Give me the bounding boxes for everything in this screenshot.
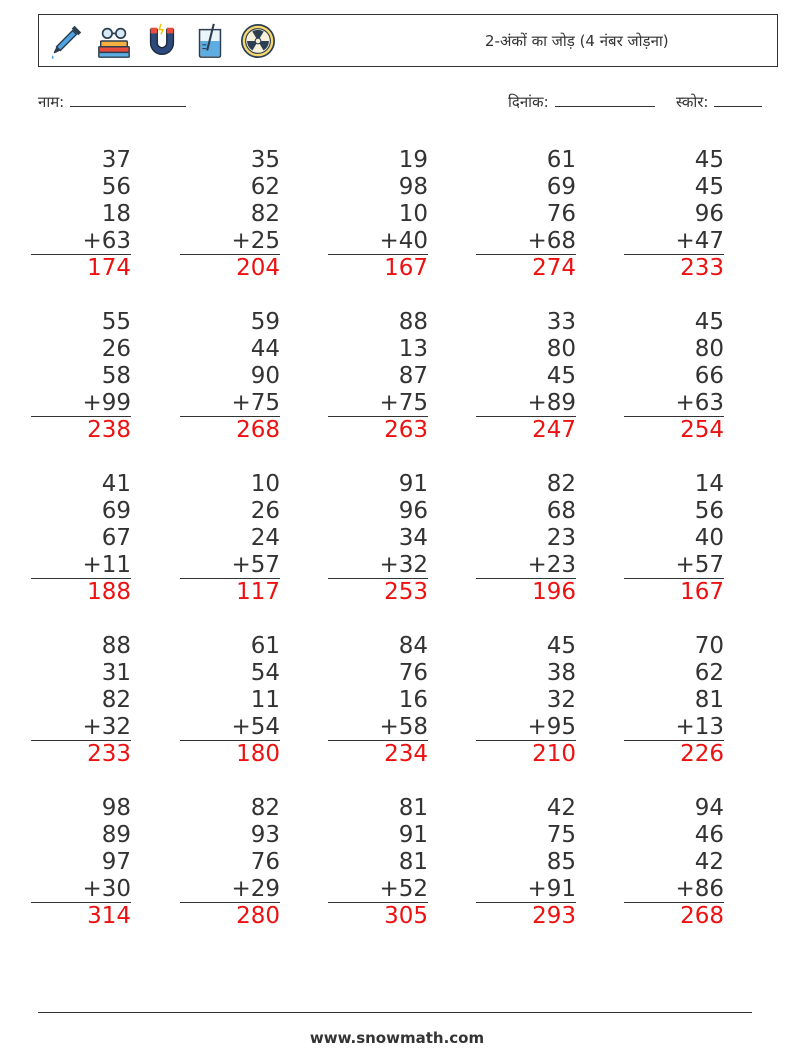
addend: 96 xyxy=(694,201,724,227)
answer: 234 xyxy=(384,741,428,767)
addend: 41 xyxy=(101,471,131,497)
footer-divider xyxy=(38,1012,752,1013)
header-icons xyxy=(47,21,277,61)
addend: 84 xyxy=(398,633,428,659)
date-blank[interactable] xyxy=(555,92,655,107)
answer: 167 xyxy=(384,255,428,281)
addition-problem xyxy=(476,633,576,768)
addition-problem xyxy=(476,147,576,282)
answer: 280 xyxy=(236,903,280,929)
addend: 69 xyxy=(546,174,576,200)
addend: 31 xyxy=(101,660,131,686)
addend: 18 xyxy=(101,201,131,227)
answer: 196 xyxy=(532,579,576,605)
addend: 23 xyxy=(546,525,576,551)
addend: 85 xyxy=(546,849,576,875)
addend: 76 xyxy=(398,660,428,686)
addend: 61 xyxy=(546,147,576,173)
date-label: दिनांक: xyxy=(508,93,549,111)
last-addend: +68 xyxy=(476,228,576,255)
books-with-glasses-icon xyxy=(95,22,133,60)
last-addend: +86 xyxy=(624,876,724,903)
addend: 42 xyxy=(694,849,724,875)
addition-problem xyxy=(328,309,428,444)
addend: 13 xyxy=(398,336,428,362)
addend: 67 xyxy=(101,525,131,551)
addend: 80 xyxy=(694,336,724,362)
addition-problem xyxy=(31,471,131,606)
addend: 94 xyxy=(694,795,724,821)
addend: 93 xyxy=(250,822,280,848)
answer: 247 xyxy=(532,417,576,443)
answer: 174 xyxy=(87,255,131,281)
addend: 90 xyxy=(250,363,280,389)
addend: 26 xyxy=(101,336,131,362)
last-addend: +30 xyxy=(31,876,131,903)
addition-problem xyxy=(476,795,576,930)
addend: 61 xyxy=(250,633,280,659)
answer: 167 xyxy=(680,579,724,605)
footer-url: www.snowmath.com xyxy=(309,1029,485,1047)
addend: 59 xyxy=(250,309,280,335)
addend: 88 xyxy=(398,309,428,335)
answer: 253 xyxy=(384,579,428,605)
addition-problem xyxy=(328,147,428,282)
name-blank[interactable] xyxy=(70,92,186,107)
addend: 69 xyxy=(101,498,131,524)
answer: 274 xyxy=(532,255,576,281)
last-addend: +91 xyxy=(476,876,576,903)
addition-problem xyxy=(180,795,280,930)
addend: 58 xyxy=(101,363,131,389)
addend: 24 xyxy=(250,525,280,551)
last-addend: +63 xyxy=(31,228,131,255)
last-addend: +75 xyxy=(328,390,428,417)
addition-problem xyxy=(624,147,724,282)
name-label: नाम: xyxy=(38,93,65,111)
addend: 55 xyxy=(101,309,131,335)
addend: 33 xyxy=(546,309,576,335)
addend: 38 xyxy=(546,660,576,686)
addend: 45 xyxy=(546,363,576,389)
worksheet-title: 2-अंकों का जोड़ (4 नंबर जोड़ना) xyxy=(485,32,669,50)
last-addend: +52 xyxy=(328,876,428,903)
addend: 70 xyxy=(694,633,724,659)
addend: 89 xyxy=(101,822,131,848)
addition-problem xyxy=(180,147,280,282)
addend: 45 xyxy=(694,147,724,173)
last-addend: +58 xyxy=(328,714,428,741)
addend: 76 xyxy=(250,849,280,875)
addition-problem xyxy=(31,147,131,282)
last-addend: +40 xyxy=(328,228,428,255)
addition-problem xyxy=(624,795,724,930)
addend: 45 xyxy=(694,309,724,335)
addend: 54 xyxy=(250,660,280,686)
addend: 19 xyxy=(398,147,428,173)
addend: 68 xyxy=(546,498,576,524)
addition-problem xyxy=(476,309,576,444)
addend: 66 xyxy=(694,363,724,389)
addend: 37 xyxy=(101,147,131,173)
answer: 180 xyxy=(236,741,280,767)
addend: 34 xyxy=(398,525,428,551)
date-field xyxy=(508,92,655,112)
addend: 11 xyxy=(250,687,280,713)
answer: 238 xyxy=(87,417,131,443)
addition-problem xyxy=(180,633,280,768)
answer: 314 xyxy=(87,903,131,929)
last-addend: +47 xyxy=(624,228,724,255)
addend: 97 xyxy=(101,849,131,875)
addend: 56 xyxy=(101,174,131,200)
answer: 204 xyxy=(236,255,280,281)
score-label: स्कोर: xyxy=(676,93,709,111)
addend: 81 xyxy=(398,849,428,875)
last-addend: +29 xyxy=(180,876,280,903)
answer: 268 xyxy=(680,903,724,929)
addend: 46 xyxy=(694,822,724,848)
header-box xyxy=(38,14,778,67)
addend: 87 xyxy=(398,363,428,389)
addend: 40 xyxy=(694,525,724,551)
magnet-icon xyxy=(143,22,181,60)
addend: 80 xyxy=(546,336,576,362)
addend: 82 xyxy=(101,687,131,713)
addition-problem xyxy=(31,795,131,930)
last-addend: +32 xyxy=(328,552,428,579)
name-field xyxy=(38,92,186,112)
last-addend: +95 xyxy=(476,714,576,741)
last-addend: +99 xyxy=(31,390,131,417)
dropper-icon xyxy=(47,22,85,60)
addend: 62 xyxy=(250,174,280,200)
addend: 32 xyxy=(546,687,576,713)
addend: 14 xyxy=(694,471,724,497)
addend: 75 xyxy=(546,822,576,848)
addition-problem xyxy=(180,471,280,606)
last-addend: +75 xyxy=(180,390,280,417)
answer: 210 xyxy=(532,741,576,767)
addend: 10 xyxy=(250,471,280,497)
last-addend: +63 xyxy=(624,390,724,417)
answer: 226 xyxy=(680,741,724,767)
addend: 16 xyxy=(398,687,428,713)
addend: 35 xyxy=(250,147,280,173)
last-addend: +57 xyxy=(624,552,724,579)
addend: 26 xyxy=(250,498,280,524)
addend: 62 xyxy=(694,660,724,686)
answer: 268 xyxy=(236,417,280,443)
addend: 82 xyxy=(250,201,280,227)
addend: 45 xyxy=(546,633,576,659)
addition-problem xyxy=(31,309,131,444)
addition-problem xyxy=(328,795,428,930)
addition-problem xyxy=(624,471,724,606)
radiation-icon xyxy=(239,22,277,60)
answer: 233 xyxy=(680,255,724,281)
addend: 82 xyxy=(250,795,280,821)
addition-problem xyxy=(31,633,131,768)
addend: 76 xyxy=(546,201,576,227)
addend: 91 xyxy=(398,822,428,848)
answer: 188 xyxy=(87,579,131,605)
addend: 44 xyxy=(250,336,280,362)
addend: 98 xyxy=(101,795,131,821)
last-addend: +13 xyxy=(624,714,724,741)
score-blank[interactable] xyxy=(714,92,762,107)
score-field xyxy=(676,92,762,112)
last-addend: +23 xyxy=(476,552,576,579)
beaker-icon xyxy=(191,22,229,60)
addend: 56 xyxy=(694,498,724,524)
answer: 305 xyxy=(384,903,428,929)
addition-problem xyxy=(328,471,428,606)
addition-problem xyxy=(624,633,724,768)
answer: 233 xyxy=(87,741,131,767)
answer: 293 xyxy=(532,903,576,929)
addition-problem xyxy=(328,633,428,768)
addition-problem xyxy=(624,309,724,444)
addend: 98 xyxy=(398,174,428,200)
addend: 96 xyxy=(398,498,428,524)
addend: 82 xyxy=(546,471,576,497)
addition-problem xyxy=(476,471,576,606)
last-addend: +25 xyxy=(180,228,280,255)
addend: 81 xyxy=(398,795,428,821)
last-addend: +11 xyxy=(31,552,131,579)
addend: 91 xyxy=(398,471,428,497)
last-addend: +89 xyxy=(476,390,576,417)
addend: 42 xyxy=(546,795,576,821)
answer: 117 xyxy=(236,579,280,605)
last-addend: +57 xyxy=(180,552,280,579)
last-addend: +32 xyxy=(31,714,131,741)
addend: 10 xyxy=(398,201,428,227)
addition-problem xyxy=(180,309,280,444)
answer: 254 xyxy=(680,417,724,443)
addend: 81 xyxy=(694,687,724,713)
answer: 263 xyxy=(384,417,428,443)
addend: 45 xyxy=(694,174,724,200)
last-addend: +54 xyxy=(180,714,280,741)
addend: 88 xyxy=(101,633,131,659)
